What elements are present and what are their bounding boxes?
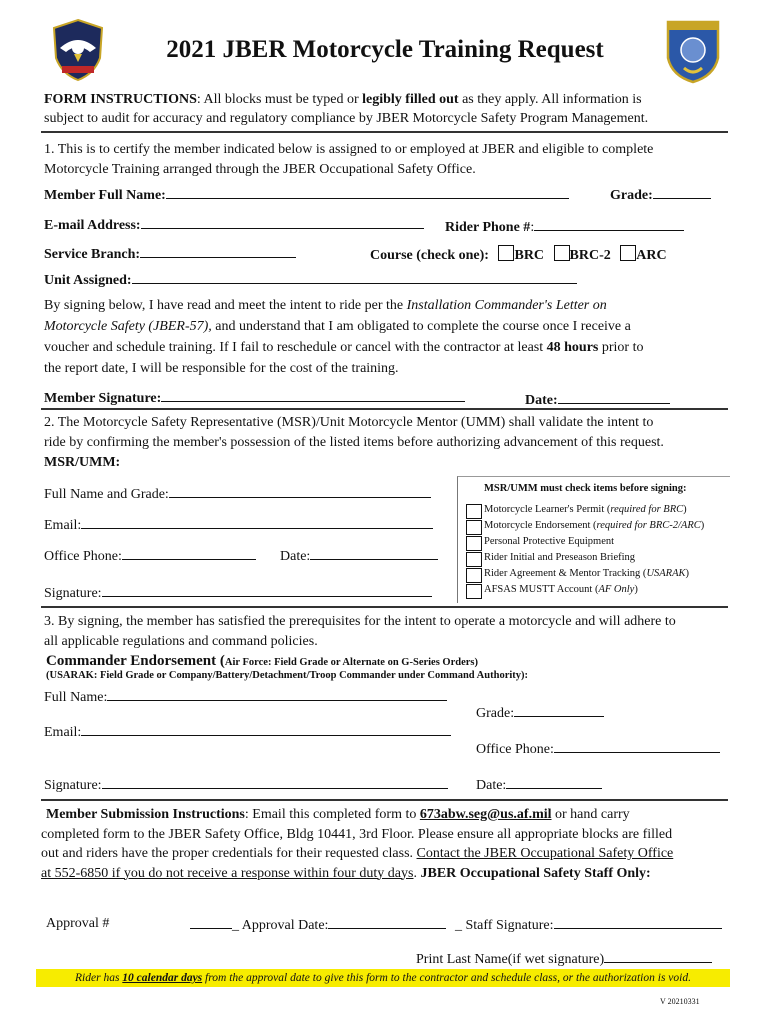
checklist-title: MSR/UMM must check items before signing:	[484, 483, 687, 494]
checklist-checkbox[interactable]	[466, 568, 482, 583]
checklist-item-rider-agreement: Rider Agreement & Mentor Tracking (USARAK)	[466, 568, 726, 583]
submission-email-link[interactable]: 673abw.seg@us.af.mil	[419, 807, 552, 822]
msr-email-row: Email:	[44, 516, 433, 534]
cmdr-grade-field[interactable]	[514, 704, 604, 717]
brc2-checkbox[interactable]	[554, 245, 570, 261]
member-agreement: By signing below, I have read and meet the intent to ride per the Installation Commander's Letter on Motorcycle Safety (JBER-57), and understand that I am obligated to complete the course once I receive a voucher and schedule training. If I fail to reschedule or cancel with the contractor at least 48 hours prior to the report date, I will be responsible for the cost of the training.	[44, 298, 644, 376]
staff-signature-row: _ Staff Signature:	[455, 916, 722, 934]
cmdr-signature-row: Signature:	[44, 776, 448, 794]
divider	[41, 131, 728, 133]
print-last-name-row: Print Last Name(if wet signature)	[416, 950, 712, 968]
checklist-checkbox[interactable]	[466, 504, 482, 519]
grade-row: Grade:	[610, 186, 711, 204]
msr-office-phone-row: Office Phone:	[44, 547, 256, 565]
checklist-checkbox[interactable]	[466, 520, 482, 535]
brc-label: BRC	[514, 248, 545, 263]
msr-email-field[interactable]	[81, 516, 433, 529]
checklist-item-briefing: Rider Initial and Preseason Briefing	[466, 552, 726, 567]
checklist-checkbox[interactable]	[466, 584, 482, 599]
print-last-name-field[interactable]	[604, 950, 712, 963]
member-signature-field[interactable]	[161, 389, 465, 402]
commander-endorsement-title: Commander Endorsement (Air Force: Field Grade or Alternate on G-Series Orders)	[46, 653, 478, 669]
member-name-field[interactable]	[166, 186, 569, 199]
divider	[41, 606, 728, 608]
cmdr-signature-field[interactable]	[102, 776, 448, 789]
checklist-item-ppe: Personal Protective Equipment	[466, 536, 726, 551]
member-grade-field[interactable]	[653, 186, 711, 199]
msr-office-phone-field[interactable]	[122, 547, 256, 560]
approval-date-field[interactable]	[328, 916, 446, 929]
cmdr-grade-row: Grade:	[476, 704, 604, 722]
section2-intro: 2. The Motorcycle Safety Representative (MSR)/Unit Motorcycle Mentor (UMM) shall validate the intent to ride by confirming the member's possession of the listed items before authorizing advancement of this request.	[44, 415, 664, 450]
unit-assigned-field[interactable]	[132, 271, 577, 284]
rider-phone-row: Rider Phone #:	[445, 218, 684, 236]
version-label: V 20210331	[660, 997, 700, 1006]
divider	[41, 799, 728, 801]
rider-phone-field[interactable]	[534, 218, 684, 231]
cmdr-date-row: Date:	[476, 776, 602, 794]
cmdr-date-field[interactable]	[506, 776, 602, 789]
checklist-item-afsas: AFSAS MUSTT Account (AF Only)	[466, 584, 726, 599]
member-email-field[interactable]	[141, 216, 424, 229]
cmdr-office-phone-row: Office Phone:	[476, 740, 720, 758]
arc-checkbox[interactable]	[620, 245, 636, 261]
approval-number-label: Approval #	[46, 916, 110, 931]
course-row: Course (check one): BRC BRC-2 ARC	[370, 245, 667, 264]
divider	[41, 408, 728, 410]
section1-intro: 1. This is to certify the member indicated below is assigned to or employed at JBER and eligible to complete Motorcycle Training arranged through the JBER Occupational Safety Office.	[44, 142, 654, 177]
usarak-note: (USARAK: Field Grade or Company/Battery/Detachment/Troop Commander under Command Authority):	[46, 670, 529, 681]
member-name-row: Member Full Name:	[44, 186, 569, 204]
email-row: E-mail Address:	[44, 216, 424, 234]
submission-instructions: Member Submission Instructions: Email this completed form to 673abw.seg@us.af.mil or hand carry completed form to the JBER Safety Office, Bldg 10441, 3rd Floor. Please ensure all appropriate blocks are filled out and riders have the proper credentials for their requested class. Contact the JBER Occupational Safety Office at 552-6850 if you do not receive a response within four duty days. JBER Occupational Safety Staff Only:	[41, 807, 674, 881]
approval-number-field[interactable]	[190, 916, 232, 929]
service-branch-row: Service Branch:	[44, 245, 296, 263]
msr-umm-heading: MSR/UMM:	[44, 455, 121, 470]
msr-signature-row: Signature:	[44, 584, 432, 602]
member-signature-row: Member Signature:	[44, 389, 465, 407]
checklist-checkbox[interactable]	[466, 536, 482, 551]
member-date-row: Date:	[525, 391, 670, 409]
unit-row: Unit Assigned:	[44, 271, 577, 289]
msr-signature-field[interactable]	[102, 584, 432, 597]
cmdr-email-field[interactable]	[81, 723, 451, 736]
msr-name-grade-field[interactable]	[169, 485, 431, 498]
service-branch-field[interactable]	[140, 245, 296, 258]
checklist-item-learners-permit: Motorcycle Learner's Permit (required for BRC)	[466, 504, 726, 519]
msr-name-grade-row: Full Name and Grade:	[44, 485, 431, 503]
arc-label: ARC	[636, 248, 667, 263]
void-warning-banner: Rider has 10 calendar days from the approval date to give this form to the contractor and schedule class, or the authorization is void.	[36, 969, 730, 987]
msr-date-field[interactable]	[310, 547, 438, 560]
checklist-checkbox[interactable]	[466, 552, 482, 567]
brc-checkbox[interactable]	[498, 245, 514, 261]
page-title: 2021 JBER Motorcycle Training Request	[166, 36, 604, 63]
member-date-field[interactable]	[558, 391, 670, 404]
cmdr-office-phone-field[interactable]	[554, 740, 720, 753]
approval-date-row: _ Approval Date:	[190, 916, 446, 934]
cmdr-full-name-row: Full Name:	[44, 688, 447, 706]
cmdr-full-name-field[interactable]	[107, 688, 447, 701]
staff-signature-field[interactable]	[554, 916, 722, 929]
brc2-label: BRC-2	[569, 248, 611, 263]
checklist-item-endorsement: Motorcycle Endorsement (required for BRC-2/ARC)	[466, 520, 726, 535]
form-instructions: FORM INSTRUCTIONS: All blocks must be typed or legibly filled out as they apply. All information is subject to audit for accuracy and regulatory compliance by JBER Motorcycle Safety Program Management.	[44, 92, 649, 126]
section3-intro: 3. By signing, the member has satisfied the prerequisites for the intent to operate a motorcycle and will adhere to all applicable regulations and command policies.	[44, 614, 676, 649]
msr-date-row: Date:	[280, 547, 438, 565]
cmdr-email-row: Email:	[44, 723, 451, 741]
